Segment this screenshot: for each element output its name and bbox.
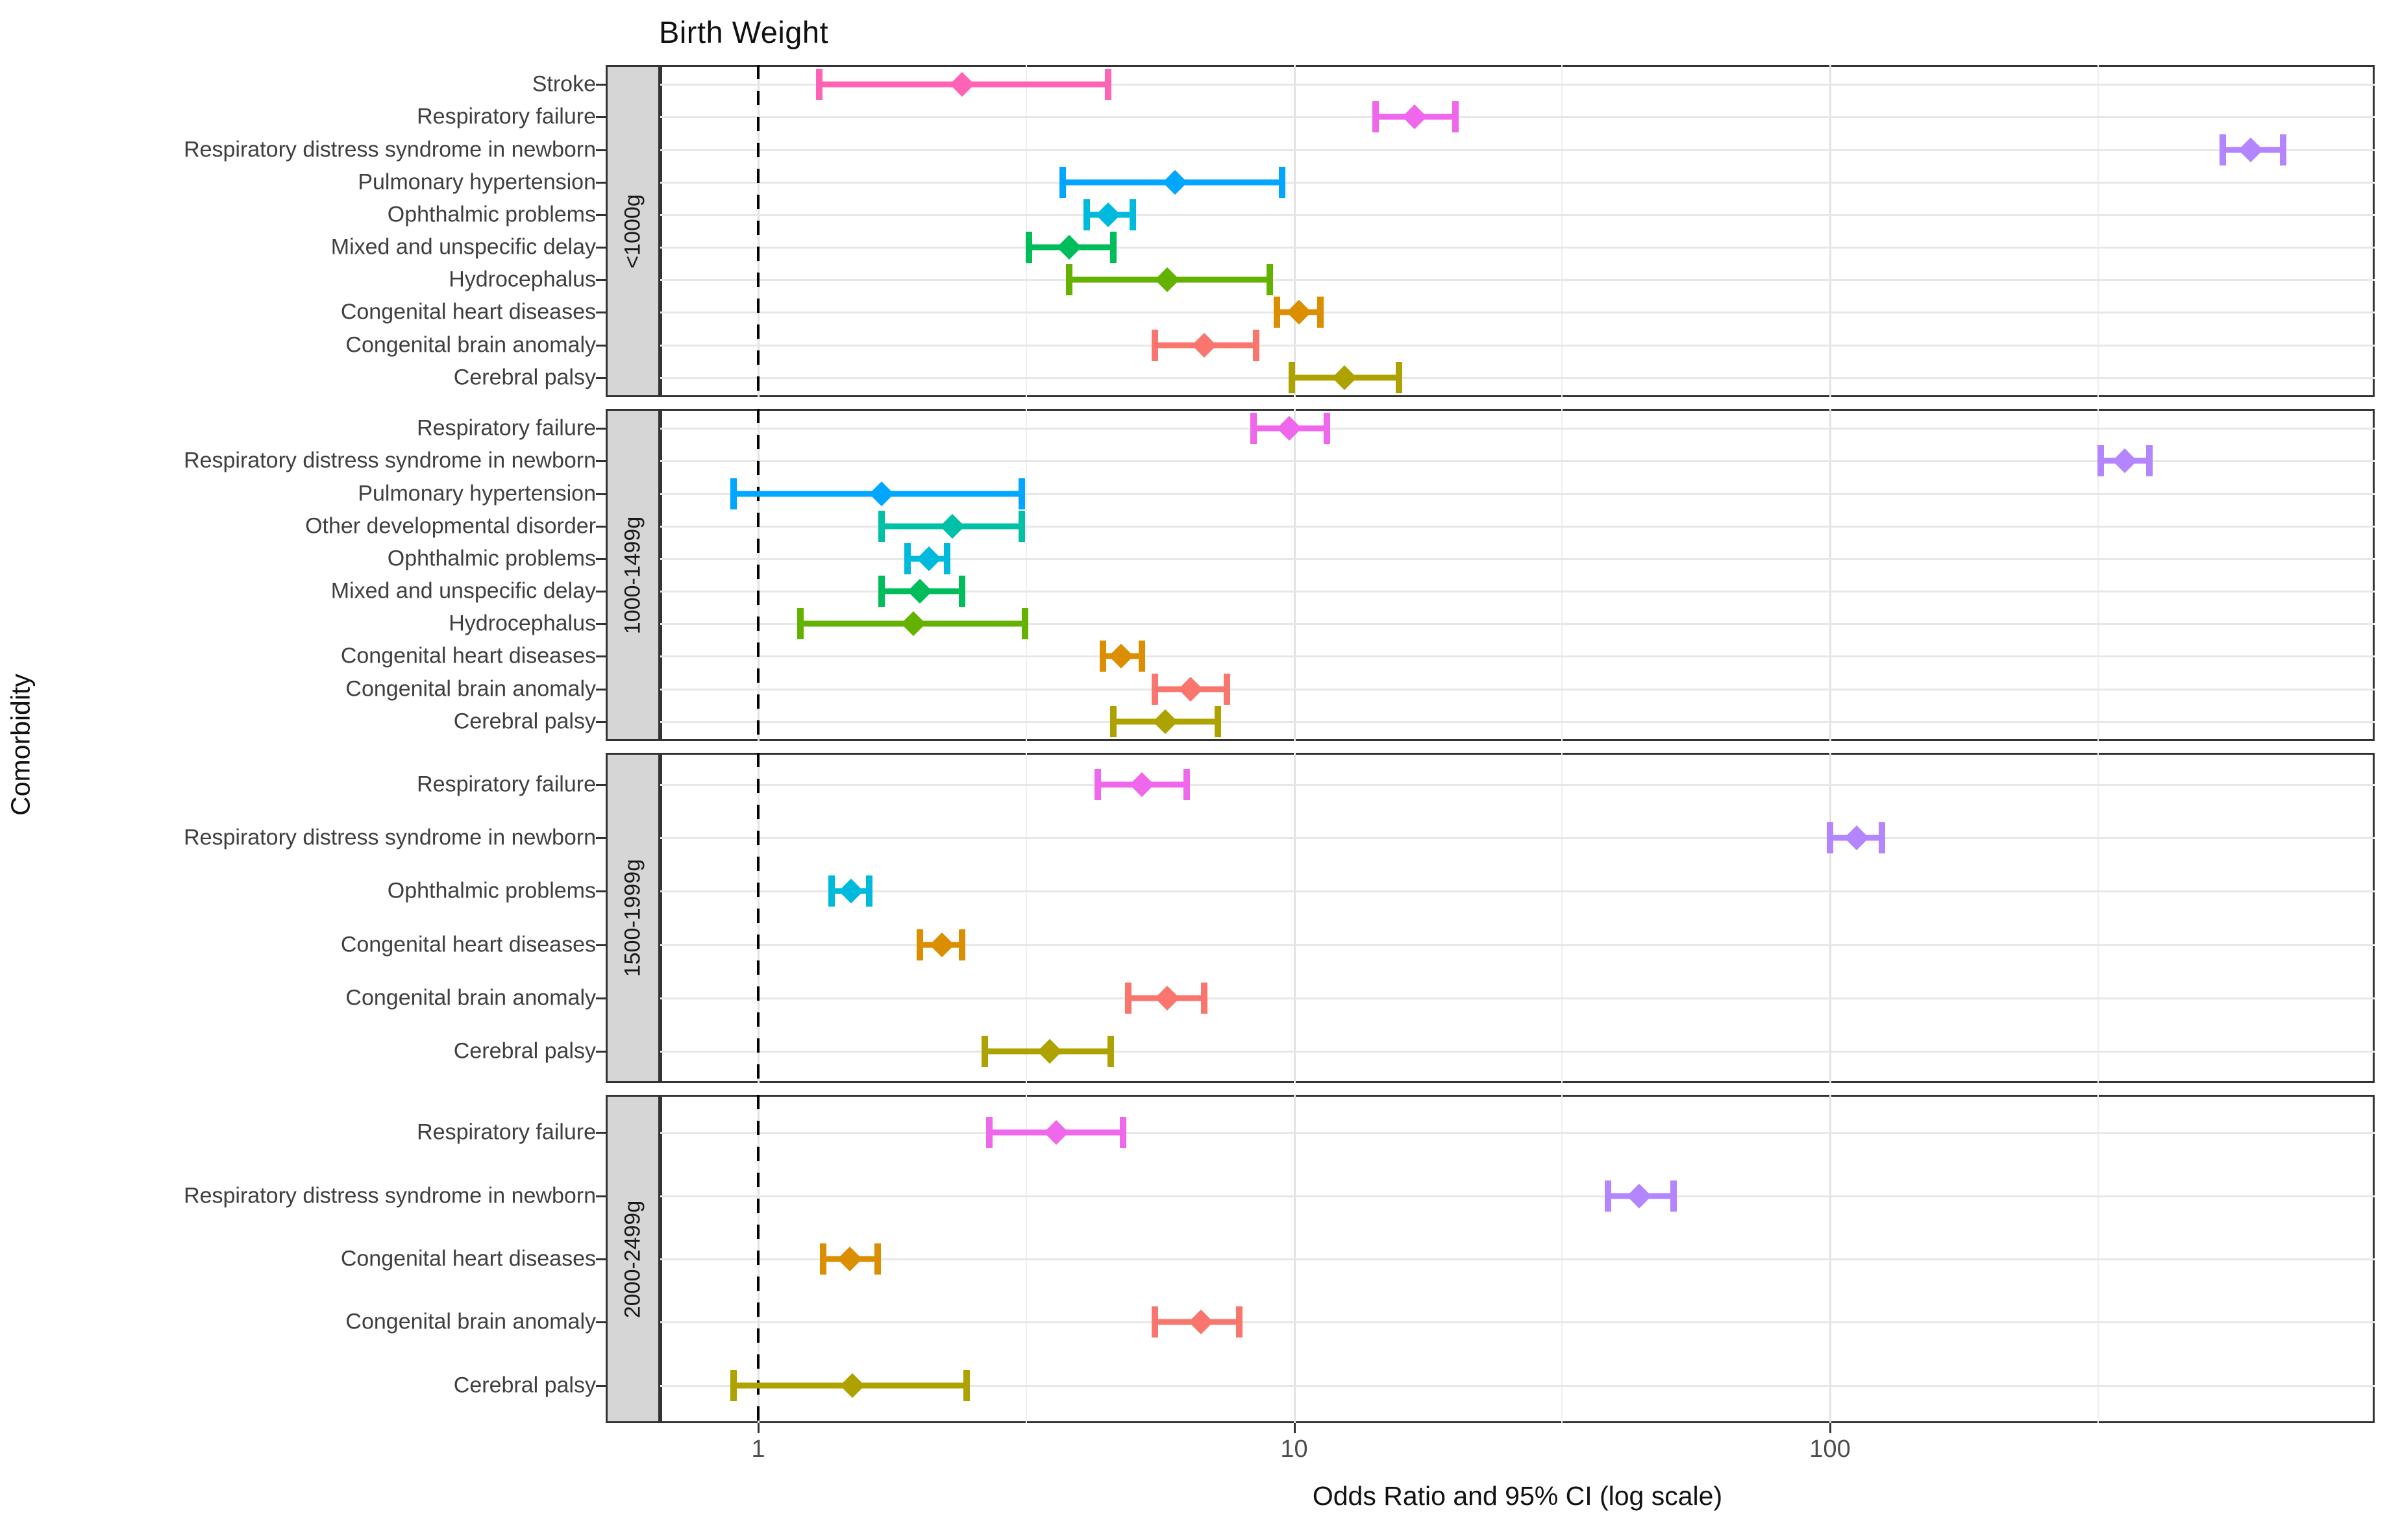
y-axis-tick (596, 837, 606, 839)
row-label: Congenital brain anomaly (345, 985, 596, 1010)
y-axis-tick (596, 944, 606, 946)
row-label: Congenital brain anomaly (345, 1309, 596, 1334)
row-label: Respiratory distress syndrome in newborn (184, 137, 596, 162)
error-bar-cap-low (1827, 822, 1833, 853)
gridline-horizontal (660, 312, 2375, 313)
panel-strip (606, 753, 660, 1083)
gridline-vertical-minor (1561, 409, 1563, 741)
y-axis-tick (596, 1321, 606, 1323)
error-bar-cap-high (1279, 167, 1285, 198)
y-axis-tick (596, 1051, 606, 1053)
gridline-horizontal (660, 1195, 2375, 1197)
error-bar-cap-high (1253, 330, 1259, 361)
row-label: Respiratory failure (417, 104, 596, 129)
gridline-horizontal (660, 1051, 2375, 1053)
y-axis-tick (596, 312, 606, 313)
error-bar-cap-high (1224, 674, 1230, 705)
y-axis-tick (596, 623, 606, 625)
y-axis-tick (596, 721, 606, 723)
panel-strip (606, 409, 660, 741)
row-label: Mixed and unspecific delay (330, 578, 596, 604)
reference-line-or1 (757, 753, 760, 1083)
error-bar-cap-low (1274, 297, 1280, 328)
x-tick-label: 100 (1809, 1436, 1851, 1463)
x-axis-title: Odds Ratio and 95% CI (log scale) (1312, 1481, 1723, 1511)
error-bar-cap-high (1105, 69, 1111, 100)
error-bar-cap-high (1130, 199, 1136, 230)
panel-strip (606, 65, 660, 397)
reference-line-or1 (757, 409, 760, 741)
gridline-horizontal (660, 247, 2375, 249)
gridline-horizontal (660, 1258, 2375, 1260)
error-bar-cap-high (1120, 1117, 1126, 1148)
error-bar-cap-low (2097, 445, 2104, 476)
y-axis-tick (596, 345, 606, 347)
y-axis-tick (596, 591, 606, 593)
row-label: Cerebral palsy (453, 1038, 596, 1064)
error-bar-cap-high (1107, 1036, 1114, 1067)
y-axis-tick (596, 890, 606, 892)
error-bar-cap-low (1059, 167, 1066, 198)
panel-strip-label: 1500-1999g (620, 859, 645, 977)
error-bar-cap-low (1110, 706, 1117, 737)
error-bar-cap-high (1110, 232, 1117, 263)
gridline-horizontal (660, 1132, 2375, 1134)
error-bar-cap-low (1372, 101, 1379, 132)
gridline-horizontal (660, 655, 2375, 657)
x-tick-label: 10 (1280, 1436, 1308, 1463)
row-label: Cerebral palsy (453, 365, 596, 390)
y-axis-tick (596, 279, 606, 281)
error-bar-cap-high (959, 929, 965, 960)
facet-panel (660, 753, 2375, 1083)
error-bar-cap-high (1396, 362, 1402, 393)
error-bar-cap-high (2280, 134, 2286, 165)
y-axis-tick (596, 182, 606, 184)
error-bar-cap-high (944, 543, 950, 574)
row-label: Pulmonary hypertension (358, 169, 596, 195)
gridline-horizontal (660, 997, 2375, 999)
gridline-vertical-major (1829, 65, 1831, 397)
x-tick-label: 1 (751, 1436, 765, 1463)
gridline-horizontal (660, 1321, 2375, 1323)
error-bar-cap-high (1215, 706, 1221, 737)
error-bar-cap-high (1452, 101, 1459, 132)
panel-strip-label: <1000g (620, 193, 645, 269)
row-label: Congenital heart diseases (340, 932, 596, 957)
error-bar-cap-low (1152, 330, 1158, 361)
error-bar-cap-high (1139, 641, 1145, 672)
row-label: Ophthalmic problems (387, 878, 596, 903)
row-label: Hydrocephalus (449, 611, 596, 636)
gridline-horizontal (660, 116, 2375, 118)
gridline-horizontal (660, 214, 2375, 216)
row-label: Cerebral palsy (453, 709, 596, 734)
y-axis-tick (596, 214, 606, 216)
y-axis-tick (596, 1385, 606, 1387)
gridline-horizontal (660, 784, 2375, 786)
error-bar-cap-high (1267, 264, 1273, 295)
panel-strip-label: 2000-2499g (620, 1200, 645, 1318)
error-bar-cap-high (1022, 608, 1028, 639)
gridline-horizontal (660, 689, 2375, 691)
y-axis-tick (596, 84, 606, 86)
error-bar-cap-high (959, 576, 965, 607)
gridline-horizontal (660, 149, 2375, 151)
error-bar-cap-low (820, 1243, 826, 1275)
gridline-vertical-minor (1561, 65, 1563, 397)
error-bar-cap-high (874, 1243, 881, 1275)
row-label: Respiratory distress syndrome in newborn (184, 448, 596, 473)
error-bar-cap-low (828, 875, 835, 907)
error-bar-cap-low (1152, 674, 1158, 705)
gridline-horizontal (660, 279, 2375, 281)
row-label: Congenital brain anomaly (345, 676, 596, 702)
y-axis-tick (596, 1132, 606, 1134)
error-bar-cap-high (2146, 445, 2153, 476)
y-axis-tick (596, 558, 606, 560)
gridline-horizontal (660, 837, 2375, 839)
error-bar-cap-high (1019, 478, 1025, 509)
row-label: Respiratory distress syndrome in newborn (184, 1183, 596, 1208)
gridline-horizontal (660, 345, 2375, 347)
row-label: Stroke (532, 71, 596, 97)
error-bar-cap-high (1236, 1306, 1243, 1338)
gridline-vertical-major (1294, 409, 1296, 741)
error-bar-cap-low (904, 543, 911, 574)
y-axis-tick (596, 247, 606, 249)
x-axis-tick (758, 1423, 760, 1433)
gridline-horizontal (660, 721, 2375, 723)
error-bar-cap-high (1201, 983, 1207, 1014)
row-label: Cerebral palsy (453, 1373, 596, 1398)
error-bar-cap-low (1026, 232, 1032, 263)
error-bar-cap-low (1289, 362, 1295, 393)
gridline-vertical-minor (1026, 753, 1027, 1083)
y-axis-tick (596, 377, 606, 379)
error-bar-cap-low (1250, 413, 1257, 444)
row-label: Pulmonary hypertension (358, 481, 596, 506)
error-bar-cap-high (1670, 1180, 1677, 1212)
y-axis-tick (596, 493, 606, 495)
error-bar-cap-low (816, 69, 822, 100)
y-axis-tick (596, 1195, 606, 1197)
error-bar-cap-low (1100, 641, 1106, 672)
gridline-vertical-major (1829, 753, 1831, 1083)
error-bar-cap-low (2220, 134, 2226, 165)
error-bar-cap-low (878, 576, 885, 607)
error-bar-cap-high (1183, 769, 1190, 800)
y-axis-tick (596, 428, 606, 430)
y-axis-tick (596, 689, 606, 691)
gridline-vertical-minor (2097, 65, 2099, 397)
error-bar-cap-low (797, 608, 804, 639)
gridline-vertical-major (1829, 409, 1831, 741)
error-bar-cap-low (1605, 1180, 1611, 1212)
error-bar-cap-low (730, 1370, 737, 1401)
gridline-horizontal (660, 182, 2375, 184)
gridline-vertical-major (1294, 65, 1296, 397)
gridline-vertical-minor (1561, 753, 1563, 1083)
row-label: Respiratory failure (417, 1119, 596, 1145)
y-axis-tick (596, 149, 606, 151)
reference-line-or1 (757, 1095, 760, 1423)
facet-panel (660, 65, 2375, 397)
chart-title: Birth Weight (659, 15, 829, 49)
error-bar-cap-low (917, 929, 923, 960)
error-bar-cap-high (1324, 413, 1330, 444)
panel-strip-label: 1000-1499g (620, 516, 645, 634)
row-label: Congenital heart diseases (340, 299, 596, 324)
x-axis-tick (1294, 1423, 1296, 1433)
error-bar-cap-low (1152, 1306, 1158, 1338)
row-label: Congenital heart diseases (340, 1246, 596, 1271)
row-label: Mixed and unspecific delay (330, 234, 596, 260)
reference-line-or1 (757, 65, 760, 397)
error-bar-cap-low (982, 1036, 988, 1067)
x-axis-tick (1829, 1423, 1831, 1433)
error-bar-cap-low (986, 1117, 993, 1148)
row-label: Congenital brain anomaly (345, 332, 596, 358)
y-axis-title: Comorbidity (5, 674, 36, 816)
error-bar-cap-low (878, 511, 885, 542)
row-label: Respiratory failure (417, 772, 596, 797)
y-axis-tick (596, 997, 606, 999)
error-bar-cap-high (1317, 297, 1324, 328)
row-label: Congenital heart diseases (340, 643, 596, 668)
panel-strip (606, 1095, 660, 1423)
row-label: Ophthalmic problems (387, 202, 596, 227)
y-axis-tick (596, 1258, 606, 1260)
gridline-vertical-minor (1026, 409, 1027, 741)
gridline-horizontal (660, 428, 2375, 430)
row-label: Other developmental disorder (305, 513, 596, 539)
gridline-horizontal (660, 377, 2375, 379)
error-bar-cap-low (730, 478, 737, 509)
error-bar-cap-high (866, 875, 872, 907)
y-axis-tick (596, 784, 606, 786)
gridline-vertical-minor (2097, 753, 2099, 1083)
y-axis-tick (596, 460, 606, 462)
gridline-vertical-minor (1026, 65, 1027, 397)
row-label: Ophthalmic problems (387, 546, 596, 571)
row-label: Hydrocephalus (449, 267, 596, 292)
row-label: Respiratory distress syndrome in newborn (184, 825, 596, 850)
error-bar-cap-low (1125, 983, 1132, 1014)
row-label: Respiratory failure (417, 415, 596, 441)
gridline-vertical-major (1294, 753, 1296, 1083)
error-bar-cap-high (1879, 822, 1885, 853)
y-axis-tick (596, 655, 606, 657)
error-bar-cap-high (1019, 511, 1025, 542)
y-axis-tick (596, 526, 606, 528)
gridline-horizontal (660, 890, 2375, 892)
y-axis-tick (596, 116, 606, 118)
error-bar-cap-high (963, 1370, 970, 1401)
error-bar-cap-low (1095, 769, 1101, 800)
error-bar-cap-low (1066, 264, 1072, 295)
error-bar-cap-low (1083, 199, 1090, 230)
